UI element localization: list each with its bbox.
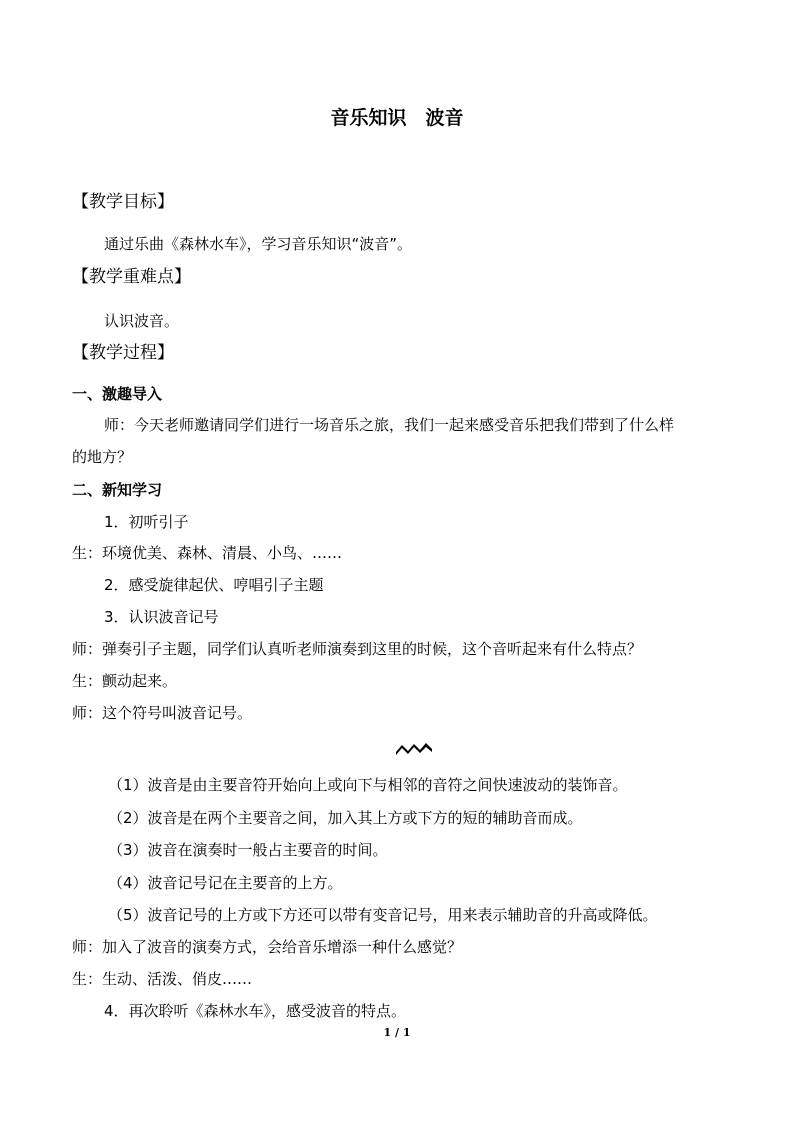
list-item: 生：生动、活泼、俏皮…… — [72, 970, 253, 988]
mordent-symbol-icon — [396, 740, 432, 756]
note-item: （4）波音记号记在主要音的上方。 — [108, 874, 343, 892]
note-item: （5）波音记号的上方或下方还可以带有变音记号，用来表示辅助音的升高或降低。 — [108, 906, 658, 924]
part2-heading: 二、新知学习 — [72, 481, 163, 499]
list-item: 3．认识波音记号 — [104, 608, 219, 626]
note-item: （1）波音是由主要音符开始向上或向下与相邻的音符之间快速波动的装饰音。 — [108, 776, 628, 794]
part1-line1: 师：今天老师邀请同学们进行一场音乐之旅，我们一起来感受音乐把我们带到了什么样 — [104, 416, 675, 434]
difficulty-text: 认识波音。 — [104, 312, 180, 330]
page-title: 音乐知识 波音 — [330, 107, 464, 129]
list-item: 师：加入了波音的演奏方式，会给音乐增添一种什么感觉？ — [72, 938, 463, 956]
goal-text: 通过乐曲《森林水车》，学习音乐知识“波音”。 — [104, 235, 413, 253]
page-number: 1 / 1 — [383, 1026, 411, 1039]
list-item: 师：弹奏引子主题，同学们认真听老师演奏到这里的时候，这个音听起来有什么特点？ — [72, 640, 643, 658]
list-item: 1．初听引子 — [104, 513, 189, 531]
list-item: 生：环境优美、森林、清晨、小鸟、…… — [72, 544, 343, 562]
list-item: 生：颤动起来。 — [72, 672, 178, 690]
note-item: （2）波音是在两个主要音之间，加入其上方或下方的短的辅助音而成。 — [108, 809, 583, 827]
difficulty-heading: 【教学重难点】 — [72, 267, 191, 287]
list-item: 师：这个符号叫波音记号。 — [72, 704, 253, 722]
list-item: 2．感受旋律起伏、哼唱引子主题 — [104, 576, 324, 594]
part1-line2: 的地方？ — [72, 448, 133, 466]
part1-heading: 一、激趣导入 — [72, 385, 163, 403]
process-heading: 【教学过程】 — [72, 343, 174, 363]
note-item: （3）波音在演奏时一般占主要音的时间。 — [108, 841, 388, 859]
goal-heading: 【教学目标】 — [72, 192, 174, 212]
list-item: 4．再次聆听《森林水车》，感受波音的特点。 — [104, 1002, 407, 1020]
